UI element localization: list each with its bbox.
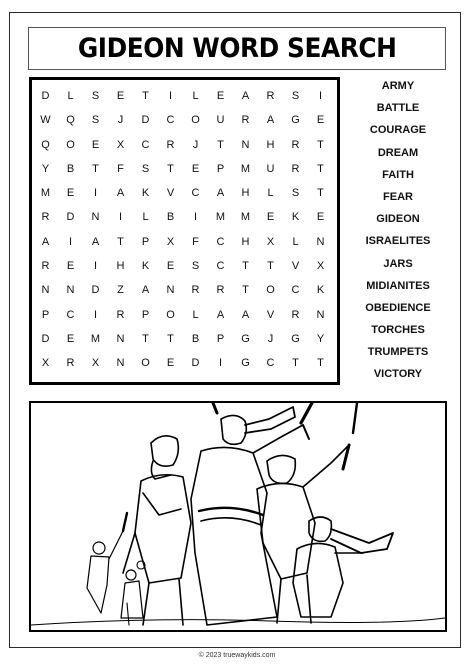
- word-list-item: VICTORY: [373, 368, 423, 381]
- grid-letter: R: [191, 284, 200, 297]
- word-list-item: JARS: [383, 257, 413, 270]
- grid-letter: X: [116, 138, 125, 151]
- grid-letter: H: [241, 235, 250, 248]
- grid-letter: E: [116, 90, 125, 102]
- grid-letter: C: [216, 235, 225, 248]
- grid-letter: R: [241, 114, 250, 127]
- word-list-item: DREAM: [377, 146, 419, 159]
- grid-letter: D: [191, 357, 200, 370]
- grid-letter: N: [166, 284, 175, 297]
- grid-letter: B: [166, 211, 175, 224]
- grid-letter: A: [91, 235, 100, 248]
- grid-letter: E: [66, 332, 75, 345]
- grid-letter: N: [316, 235, 325, 248]
- grid-letter: S: [191, 260, 200, 273]
- word-list-item: MIDIANITES: [366, 279, 430, 292]
- grid-letter: A: [241, 90, 250, 102]
- grid-letter: N: [41, 284, 50, 297]
- grid-letter: A: [216, 187, 225, 200]
- grid-letter: R: [291, 138, 300, 151]
- grid-letter: W: [40, 114, 51, 127]
- grid-letter: X: [316, 260, 325, 273]
- grid-letter: T: [317, 357, 324, 370]
- grid-letter: L: [267, 187, 274, 200]
- grid-letter: T: [317, 162, 324, 175]
- word-list-item: TORCHES: [371, 324, 425, 337]
- grid-letter: D: [66, 211, 75, 224]
- grid-letter: T: [142, 332, 149, 345]
- grid-letter: A: [116, 187, 125, 200]
- grid-letter: M: [240, 162, 251, 175]
- grid-letter: E: [266, 211, 275, 224]
- grid-letter: P: [216, 332, 225, 345]
- grid-letter: I: [318, 90, 323, 102]
- grid-letter: E: [66, 187, 75, 200]
- grid-letter: T: [142, 90, 149, 102]
- grid-letter: A: [41, 235, 50, 248]
- grid-letter: I: [168, 90, 173, 102]
- grid-letter: V: [291, 260, 300, 273]
- grid-letter: T: [292, 357, 299, 370]
- grid-letter: A: [141, 284, 150, 297]
- grid-letter: C: [216, 260, 225, 273]
- illustration-gideons-army: [29, 401, 447, 632]
- grid-letter: O: [191, 114, 200, 127]
- grid-letter: A: [241, 308, 250, 321]
- letter-grid: [33, 84, 333, 376]
- grid-letter: M: [240, 211, 251, 224]
- grid-letter: D: [91, 284, 100, 297]
- page-title: GIDEON WORD SEARCH: [77, 33, 397, 64]
- grid-letter: E: [316, 211, 325, 224]
- grid-letter: K: [141, 187, 150, 200]
- grid-letter: L: [67, 90, 74, 102]
- grid-letter: M: [90, 332, 101, 345]
- grid-letter: P: [41, 308, 50, 321]
- grid-letter: L: [192, 90, 199, 102]
- grid-letter: L: [192, 308, 199, 321]
- grid-letter: A: [216, 308, 225, 321]
- grid-letter: N: [116, 332, 125, 345]
- grid-letter: T: [242, 284, 249, 297]
- grid-letter: H: [116, 260, 125, 273]
- grid-letter: I: [68, 235, 73, 248]
- grid-letter: D: [141, 114, 150, 127]
- word-list-item: OBEDIENCE: [365, 301, 431, 314]
- grid-letter: Q: [41, 138, 50, 151]
- grid-letter: N: [66, 284, 75, 297]
- grid-letter: G: [291, 332, 300, 345]
- grid-letter: C: [266, 357, 275, 370]
- grid-letter: T: [217, 138, 224, 151]
- grid-letter: D: [41, 90, 50, 102]
- grid-letter: P: [141, 308, 150, 321]
- grid-letter: E: [191, 162, 200, 175]
- grid-letter: K: [141, 260, 150, 273]
- grid-letter: E: [316, 114, 325, 127]
- grid-letter: G: [291, 114, 300, 127]
- grid-letter: I: [93, 187, 98, 200]
- grid-letter: T: [267, 260, 274, 273]
- grid-letter: T: [317, 187, 324, 200]
- grid-letter: T: [117, 235, 124, 248]
- word-list-item: FEAR: [383, 190, 413, 203]
- grid-letter: A: [266, 114, 275, 127]
- grid-letter: N: [241, 138, 250, 151]
- grid-letter: X: [41, 357, 50, 370]
- grid-letter: J: [267, 332, 274, 345]
- grid-letter: K: [316, 284, 325, 297]
- grid-letter: O: [66, 138, 75, 151]
- grid-letter: J: [117, 114, 124, 127]
- word-list-item: ARMY: [381, 80, 415, 92]
- grid-letter: M: [40, 187, 51, 200]
- grid-letter: R: [291, 162, 300, 175]
- grid-letter: R: [291, 308, 300, 321]
- grid-letter: C: [191, 187, 200, 200]
- grid-letter: M: [215, 211, 226, 224]
- grid-letter: L: [292, 235, 299, 248]
- grid-letter: B: [191, 332, 200, 345]
- grid-letter: U: [266, 162, 275, 175]
- grid-letter: N: [316, 308, 325, 321]
- grid-letter: Y: [316, 332, 325, 345]
- grid-letter: C: [66, 308, 75, 321]
- grid-letter: F: [117, 162, 124, 175]
- grid-letter: R: [266, 90, 275, 102]
- grid-letter: L: [142, 211, 149, 224]
- grid-letter: X: [166, 235, 175, 248]
- word-list-item: TRUMPETS: [367, 346, 429, 359]
- grid-letter: G: [241, 357, 250, 370]
- grid-letter: P: [141, 235, 150, 248]
- word-list-item: BATTLE: [376, 102, 420, 115]
- grid-letter: I: [93, 260, 98, 273]
- grid-letter: O: [141, 357, 150, 370]
- grid-letter: C: [141, 138, 150, 151]
- grid-letter: T: [92, 162, 99, 175]
- grid-letter: S: [141, 162, 150, 175]
- word-list-item: ISRAELITES: [365, 235, 431, 248]
- grid-letter: B: [66, 162, 75, 175]
- grid-letter: C: [166, 114, 175, 127]
- grid-letter: E: [166, 260, 175, 273]
- grid-letter: X: [91, 357, 100, 370]
- grid-letter: R: [116, 308, 125, 321]
- word-list-item: COURAGE: [369, 124, 427, 137]
- grid-letter: U: [216, 114, 225, 127]
- grid-letter: R: [41, 211, 50, 224]
- grid-letter: O: [266, 284, 275, 297]
- grid-letter: Q: [66, 114, 75, 127]
- grid-letter: R: [66, 357, 75, 370]
- grid-letter: Y: [41, 162, 50, 175]
- grid-letter: S: [291, 187, 300, 200]
- grid-letter: F: [192, 235, 199, 248]
- grid-letter: X: [266, 235, 275, 248]
- grid-letter: N: [116, 357, 125, 370]
- grid-letter: R: [166, 138, 175, 151]
- grid-letter: I: [118, 211, 123, 224]
- grid-letter: K: [291, 211, 300, 224]
- grid-letter: D: [41, 332, 50, 345]
- grid-letter: O: [166, 308, 175, 321]
- grid-letter: N: [91, 211, 100, 224]
- grid-letter: E: [91, 138, 100, 151]
- grid-letter: T: [242, 260, 249, 273]
- grid-letter: S: [291, 90, 300, 102]
- grid-letter: S: [91, 90, 100, 102]
- grid-letter: E: [66, 260, 75, 273]
- word-list-item: FAITH: [382, 168, 414, 181]
- grid-letter: H: [266, 138, 275, 151]
- grid-letter: C: [291, 284, 300, 297]
- grid-letter: E: [166, 357, 175, 370]
- grid-letter: H: [241, 187, 250, 200]
- grid-letter: V: [166, 187, 175, 200]
- grid-letter: I: [93, 308, 98, 321]
- grid-letter: E: [216, 90, 225, 102]
- word-list: [352, 75, 444, 386]
- grid-letter: J: [192, 138, 199, 151]
- grid-letter: G: [241, 332, 250, 345]
- grid-letter: T: [317, 138, 324, 151]
- grid-letter: T: [167, 162, 174, 175]
- word-list-item: GIDEON: [376, 213, 420, 226]
- grid-letter: R: [41, 260, 50, 273]
- grid-letter: V: [266, 308, 275, 321]
- grid-letter: Z: [117, 284, 124, 297]
- copyright-footer: © 2023 truewaykids.com: [198, 652, 276, 659]
- grid-letter: I: [218, 357, 223, 370]
- grid-letter: R: [216, 284, 225, 297]
- title-box: [28, 27, 446, 70]
- grid-letter: P: [216, 162, 225, 175]
- grid-letter: I: [193, 211, 198, 224]
- grid-letter: T: [167, 332, 174, 345]
- grid-letter: S: [91, 114, 100, 127]
